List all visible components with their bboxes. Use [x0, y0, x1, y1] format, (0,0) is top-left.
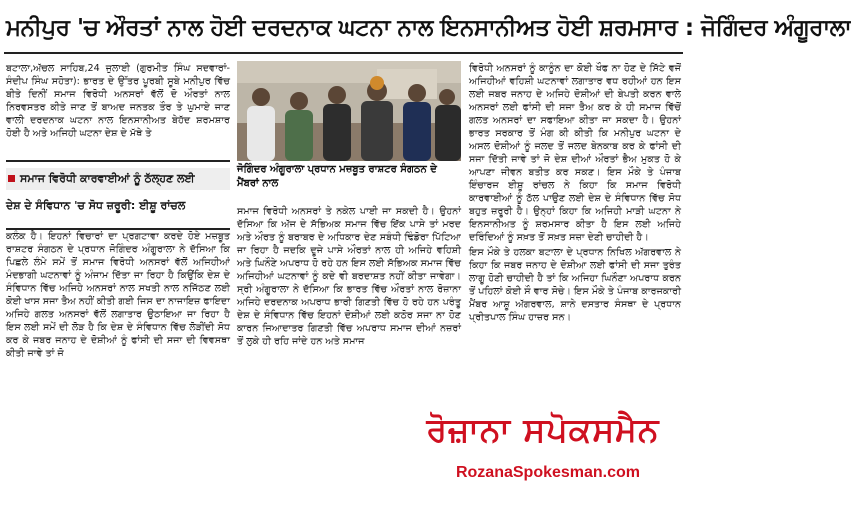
body-paragraph: ਸਮਾਜ ਵਿਰੋਧੀ ਅਨਸਰਾਂ ਤੇ ਨਕੇਲ ਪਾਈ ਜਾ ਸਕਦੀ ਹੈ। ਉਹਨਾਂ ਦੱਸਿਆ ਕਿ ਅੱਜ ਦੇ ਸੱਭਿਅਕ ਸਮਾਜ ਵਿੱਚ ਇੱਕ ਪਾਸੇ ਤਾਂ ਮਰਦ ਅਤੇ ਔਰਤ ਨੂੰ ਬਰਾਬਰ ਦੇ ਅਧਿਕਾਰ ਦੇਣ ਸਬੰਧੀ ਢਿੰਡੋਰਾ ਪਿੱਟਿਆ ਜਾ ਰਿਹਾ ਹੈ ਜਦਕਿ ਦੂਜੇ ਪਾਸੇ ਔਰਤਾਂ ਨਾਲ ਹੀ ਅਜਿਹੇ ਵਹਿਸ਼ੀ ਅਤੇ ਘਿਨੌਣੇ ਅਪਰਾਧ ਹੋ ਰਹੇ ਹਨ ਇਸ ਲਈ ਸੱਭਿਅਕ ਸਮਾਜ ਵਿੱਚ ਅਜਿਹੀਆਂ ਘਟਨਾਵਾਂ ਨੂੰ ਕਦੇ ਵੀ ਬਰਦਾਸ਼ਤ ਨਹੀਂ ਕੀਤਾ ਜਾਵੇਗਾ। ਸ੍ਰੀ ਅੰਗੂਰਾਲਾ ਨੇ ਦੱਸਿਆ ਕਿ ਭਾਰਤ ਵਿੱਚ ਔਰਤਾਂ ਨਾਲ ਰੋਜ਼ਾਨਾ ਅਜਿਹੇ ਦਰਦਨਾਕ ਅਪਰਾਧ ਭਾਰੀ ਗਿਣਤੀ ਵਿੱਚ ਹੋ ਰਹੇ ਹਨ ਪਰੰਤੂ ਦੇਸ਼ ਦੇ ਸੰਵਿਧਾਨ ਵਿੱਚ ਇਹਨਾਂ ਦੋਸ਼ੀਆਂ ਲਈ ਕਠੋਰ ਸਜਾ ਨਾ ਹੋਣ ਕਾਰਨ ਜਿਆਦਾਤਰ ਗਿਣਤੀ ਵਿੱਚ ਅਪਰਾਧ ਸਮਾਜ ਦੀਆਂ ਨਜ਼ਰਾਂ ਤੋਂ ਲੁਕੇ ਹੀ ਰਹਿ ਜਾਂਦੇ ਹਨ ਅਤੇ ਸਮਾਜ [237, 206, 461, 347]
subheading-box [6, 160, 230, 230]
subheading-line-1: ਸਮਾਜ ਵਿਰੋਧੀ ਕਾਰਵਾਈਆਂ ਨੂੰ ਠੱਲ੍ਹਣ ਲਈ [20, 172, 195, 185]
column-1-body [6, 230, 230, 472]
headline-divider [4, 52, 683, 54]
newspaper-masthead-logo: ਰੋਜ਼ਾਨਾ ਸਪੋਕਸਮੈਨ [426, 410, 660, 449]
column-2-body [237, 205, 461, 405]
headline: ਮਨੀਪੁਰ 'ਚ ਔਰਤਾਂ ਨਾਲ ਹੋਈ ਦਰਦਨਾਕ ਘਟਨਾ ਨਾਲ ਇਨਸਾਨੀਅਤ ਹੋਈ ਸ਼ਰਮਸਾਰ : ਜੋਗਿੰਦਰ ਅੰਗੂਰਾਲਾ [6, 15, 851, 41]
subheading-line-1-row [6, 168, 230, 190]
column-1-intro [6, 62, 230, 154]
body-paragraph: ਇਸ ਮੌਕੇ ਤੇ ਹਲਕਾ ਬਟਾਲਾ ਦੇ ਪ੍ਰਧਾਨ ਨਿਖਿਲ ਅੱਗਰਵਾਲ ਨੇ ਕਿਹਾ ਕਿ ਜਬਰ ਜਨਾਹ ਦੇ ਦੋਸ਼ੀਆ ਲਈ ਫਾਂਸੀ ਦੀ ਸਜਾ ਤੁਰੰਤ ਲਾਗੂ ਹੋਣੀ ਚਾਹੀਦੀ ਹੈ ਤਾਂ ਕਿ ਅਜਿਹਾ ਘਿਨੌਣਾ ਅਪਰਾਧ ਕਰਨ ਤੋਂ ਪਹਿਲਾਂ ਕੋਈ ਸੌ ਵਾਰ ਸੋਚੇ। ਇਸ ਮੌਕੇ ਤੇ ਪੰਜਾਬ ਕਾਰਜਕਾਰੀ ਮੈਂਬਰ ਆਸ਼ੂ ਅੱਗਰਵਾਲ, ਸ਼ਾਨੇ ਦਸਤਾਰ ਸੰਸਥਾ ਦੇ ਪ੍ਰਧਾਨ ਪ੍ਰੀਤਪਾਲ ਸਿੰਘ ਹਾਜ਼ਰ ਸਨ। [469, 247, 681, 323]
body-paragraph: ਵਿਰੋਧੀ ਅਨਸਰਾਂ ਨੂੰ ਕਾਨੂੰਨ ਦਾ ਕੋਈ ਖੌਫ ਨਾ ਹੋਣ ਦੇ ਸਿੱਟੇ ਵਜੋਂ ਅਜਿਹੀਆਂ ਵਹਿਸ਼ੀ ਘਟਨਾਵਾਂ ਲਗਾਤਾਰ ਵਧ ਰਹੀਆਂ ਹਨ ਇਸ ਲਈ ਜਬਰ ਜਨਾਹ ਦੇ ਅਜਿਹੇ ਦੋਸ਼ੀਆਂ ਦੀ ਬੇਪਤੀ ਕਰਨ ਵਾਲੇ ਅਨਸਰਾਂ ਲਈ ਫਾਂਸੀ ਦੀ ਸਜਾ ਤੈਅ ਕਰ ਕੇ ਹੀ ਸਮਾਜ ਵਿੱਚੋਂ ਗਲਤ ਅਨਸਰਾਂ ਦਾ ਸਫਾਇਆ ਕੀਤਾ ਜਾ ਸਕਦਾ ਹੈ। ਉਹਨਾਂ ਭਾਰਤ ਸਰਕਾਰ ਤੋਂ ਮੰਗ ਕੀ ਕੀਤੀ ਕਿ ਮਨੀਪੁਰ ਘਟਨਾ ਦੇ ਅਸਲ ਦੋਸ਼ੀਆਂ ਨੂੰ ਜਲਦ ਤੋਂ ਜਲਦ ਬੇਨਕਾਬ ਕਰ ਕੇ ਫਾਂਸੀ ਦੀ ਸਜਾ ਦਿੱਤੀ ਜਾਵੇ ਤਾਂ ਜੋ ਦੇਸ਼ ਦੀਆਂ ਔਰਤਾਂ ਭੈਅ ਮੁਕਤ ਹੋ ਕੇ ਆਪਣਾ ਜੀਵਨ ਬਤੀਤ ਕਰ ਸਕਣ। ਇਸ ਮੌਕੇ ਤੇ ਪੰਜਾਬ ਇੰਚਾਰਜ ਈਸ਼ੂ ਰਾਂਚਲ ਨੇ ਕਿਹਾ ਕਿ ਸਮਾਜ ਵਿਰੋਧੀ ਕਾਰਵਾਈਆਂ ਨੂੰ ਠੱਲ ਪਾਉਣ ਲਈ ਦੇਸ਼ ਦੇ ਸੰਵਿਧਾਨ ਵਿੱਚ ਸੋਧ ਬਹੁਤ ਜ਼ਰੂਰੀ ਹੈ। ਉਨ੍ਹਾਂ ਕਿਹਾ ਕਿ ਅਜਿਹੀ ਮਾੜੀ ਘਟਨਾ ਨੇ ਇਨਸਾਨੀਅਤ ਨੂੰ ਸ਼ਰਮਸਾਰ ਕੀਤਾ ਹੈ ਇਸ ਲਈ ਅਜਿਹੇ ਦਰਿੰਦਿਆਂ ਨੂੰ ਸਖ਼ਤ ਤੋਂ ਸਖ਼ਤ ਸਜ਼ਾ ਦੇਣੀ ਚਾਹੀਦੀ ਹੈ। [469, 63, 681, 243]
website-url: RozanaSpokesman.com [455, 464, 641, 481]
photo-caption: ਜੋਗਿੰਦਰ ਅੰਗੂਰਾਲਾ ਪ੍ਰਧਾਨ ਮਜ਼ਬੂਤ ਰਾਸ਼ਟਰ ਸੰਗਠਨ ਦੇ ਮੈਂਬਰਾਂ ਨਾਲ [237, 164, 437, 189]
subheading-line-2: ਦੇਸ਼ ਦੇ ਸੰਵਿਧਾਨ 'ਚ ਸੋਧ ਜ਼ਰੂਰੀ: ਈਸ਼ੂ ਰਾਂਚਲ [6, 199, 186, 212]
column-3-body [469, 62, 681, 382]
news-photo [237, 61, 461, 161]
group-photo-image [237, 61, 461, 161]
body-paragraph: ਕਲੰਕ ਹੈ। ਇਹਨਾਂ ਵਿਚਾਰਾਂ ਦਾ ਪ੍ਰਗਟਾਵਾ ਕਰਦੇ ਹੋਏ ਮਜ਼ਬੂਤ ਰਾਸ਼ਟਰ ਸੰਗਠਨ ਦੇ ਪ੍ਰਧਾਨ ਜੋਗਿੰਦਰ ਅੰਗੂਰਾਲਾ ਨੇ ਦੱਸਿਆ ਕਿ ਪਿਛਲੇ ਲੰਮੇ ਸਮੇਂ ਤੋਂ ਸਮਾਜ ਵਿਰੋਧੀ ਅਨਸਰਾਂ ਵੱਲੋਂ ਅਜਿਹੀਆਂ ਮੰਦਭਾਗੀ ਘਟਨਾਵਾਂ ਨੂੰ ਅੰਜਾਮ ਦਿੱਤਾ ਜਾ ਰਿਹਾ ਹੈ ਕਿਉਂਕਿ ਦੇਸ਼ ਦੇ ਸੰਵਿਧਾਨ ਵਿੱਚ ਅਜਿਹੇ ਅਨਸਰਾਂ ਨਾਲ ਸਖਤੀ ਨਾਲ ਨਜਿੱਠਣ ਲਈ ਕੋਈ ਖਾਸ ਸਜਾ ਤੈਅ ਨਹੀਂ ਕੀਤੀ ਗਈ ਜਿਸ ਦਾ ਨਾਜਾਇਜ਼ ਫਾਇਦਾ ਅਜਿਹੇ ਗਲਤ ਅਨਸਰਾਂ ਵੱਲੋਂ ਲਗਾਤਾਰ ਉਠਾਇਆ ਜਾ ਰਿਹਾ ਹੈ ਇਸ ਲਈ ਸਮੇਂ ਦੀ ਲੋੜ ਹੈ ਕਿ ਦੇਸ਼ ਦੇ ਸੰਵਿਧਾਨ ਵਿੱਚ ਲੋੜੀਂਦੀ ਸੋਧ ਕਰ ਕੇ ਜਬਰ ਜਨਾਹ ਦੇ ਦੋਸ਼ੀਆਂ ਨੂੰ ਫਾਂਸੀ ਦੀ ਸਜਾ ਦੀ ਵਿਵਸਥਾ ਕੀਤੀ ਜਾਵੇ ਤਾਂ ਜੋ [6, 231, 230, 359]
bullet-icon [8, 175, 15, 182]
dateline-paragraph: ਬਟਾਲਾ,ਅੱਚਲ ਸਾਹਿਬ,24 ਜੁਲਾਈ (ਗੁਰਮੀਤ ਸਿੰਘ ਸਦਵਾਰਾਂ-ਸੰਦੀਪ ਸਿੰਘ ਸਹੋਤਾ): ਭਾਰਤ ਦੇ ਉੱਤਰ ਪੂਰਬੀ ਸੂਬੇ ਮਨੀਪੁਰ ਵਿੱਚ ਬੀਤੇ ਦਿਨੀਂ ਸਮਾਜ ਵਿਰੋਧੀ ਅਨਸਰਾਂ ਵੱਲੋਂ ਦੋ ਔਰਤਾਂ ਨਾਲ ਨਿਰਵਸਤਰ ਕੀਤੇ ਜਾਣ ਤੋਂ ਬਾਅਦ ਜਨਤਕ ਤੌਰ ਤੇ ਘੁਮਾਏ ਜਾਣ ਵਾਲੀ ਦਰਦਨਾਕ ਘਟਨਾ ਨਾਲ ਇਨਸਾਨੀਅਤ ਬੇਹੱਦ ਸ਼ਰਮਸ਼ਾਰ ਹੋਈ ਹੈ ਅਤੇ ਅਜਿਹੀ ਘਟਨਾ ਦੇਸ਼ ਦੇ ਮੱਥੇ ਤੇ [6, 63, 230, 139]
